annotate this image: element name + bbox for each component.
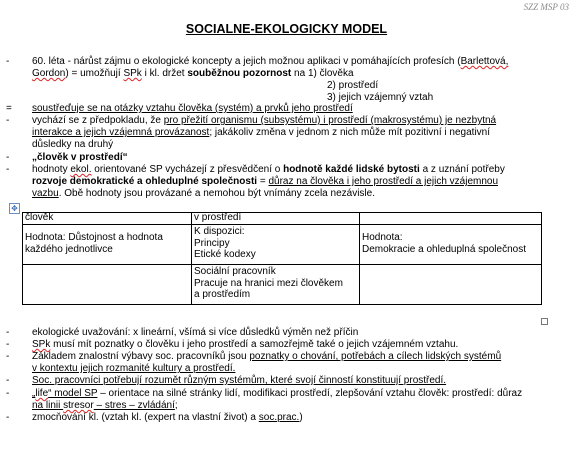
paragraph-line: SPk musí mít poznatky o člověku i jeho prostředí a samozřejmě také o jejich vzájemném vztahu. — [32, 339, 459, 350]
paragraph-line: hodnoty ekol. orientované SP vycházejí z přesvědčení o hodnotě každé lidské bytosti a z uznání potřeby — [32, 164, 505, 175]
paragraph-line: Základem znalostní výbavy soc. pracovníků jsou poznatky o chování, potřebách a cílech lidských systémů — [32, 351, 502, 362]
paragraph-line: 2) prostředí — [327, 80, 379, 91]
bullet-dash: - — [6, 327, 10, 338]
table-resize-handle[interactable] — [541, 318, 548, 325]
paragraph-line: 60. léta - nárůst zájmu o ekologické koncepty a jejich možnou aplikaci v pomáhajících profesích (Barlettová, — [32, 56, 509, 67]
bullet-dash: - — [6, 152, 10, 163]
document-title: SOCIALNE-EKOLOGICKY MODEL — [185, 22, 388, 36]
table-cell: K dispozici: Principy Etické kodexy — [194, 226, 256, 260]
bullet-dash: - — [6, 375, 10, 386]
paragraph-line: Gordon) = umožňují SPk i kl. držet souběžnou pozornost na 1) člověka — [32, 68, 354, 79]
paragraph-line: 3) jejich vzájemný vztah — [327, 92, 434, 103]
paragraph-line: Soc. pracovníci potřebují rozumět různým systémům, které svojí činností konstituují prostředí. — [32, 375, 447, 386]
bullet-dash: - — [6, 115, 10, 126]
bullet-equals: = — [6, 103, 12, 114]
paragraph-line: v kontextu jejich rozmanité kultury a prostředí. — [32, 363, 236, 374]
table-cell: Hodnota: Demokracie a ohleduplná společnost — [362, 232, 526, 255]
paragraph-line: interakce a jejich vzájemná provázanost; jakákoliv změna v jednom z nich může mít pozitivní i negativní — [32, 127, 491, 138]
bullet-dash: - — [6, 351, 10, 362]
paragraph-line: vazbu. Obě hodnoty jsou provázané a nemohou být vnímány zcela nezávisle. — [32, 188, 375, 199]
table-cell: člověk — [25, 212, 54, 223]
paragraph-line: vychází se z předpokladu, že pro přežití organismu (subsystému) i prostředí (makrosystému) je nezbytná — [32, 115, 497, 126]
bullet-dash: - — [6, 56, 10, 67]
paragraph-line: důsledky na druhý — [32, 139, 114, 150]
paragraph-line: soustřeďuje se na otázky vztahu člověka (systém) a prvků jeho prostředí — [32, 103, 353, 114]
paragraph-line: ekologické uvažování: x lineární, všímá si více důsledků výměn než příčin — [32, 327, 359, 338]
table-cell: Hodnota: Důstojnost a hodnota každého jednotlivce — [25, 232, 163, 255]
paragraph-line: na linii stresor – stres – zvládání; — [32, 400, 178, 411]
table-move-handle-icon[interactable]: ✥ — [9, 203, 20, 214]
paragraph-line: zmocňování kl. (vztah kl. (expert na vlastní život) a soc.prac.) — [32, 412, 303, 423]
paragraph-line: „člověk v prostředí“ — [32, 152, 128, 163]
bullet-dash: - — [6, 388, 10, 399]
bullet-dash: - — [6, 412, 10, 423]
values-table — [22, 212, 542, 304]
bullet-dash: - — [6, 339, 10, 350]
document-code: SZZ MSP 03 — [523, 2, 569, 12]
table-cell: Sociální pracovník Pracuje na hranici mezi člověkem a prostředím — [194, 266, 343, 300]
bullet-dash: - — [6, 164, 10, 175]
paragraph-line: rozvoje demokratické a ohleduplné společnosti = důraz na člověka i jeho prostředí a jejich vzájemnou — [32, 176, 499, 187]
paragraph-line: „life“ model SP – orientace na silné stránky lidí, modifikaci prostředí, zlepšování vztahu člověk: prostředí: důraz — [32, 388, 523, 399]
table-cell: v prostředí — [194, 212, 242, 223]
